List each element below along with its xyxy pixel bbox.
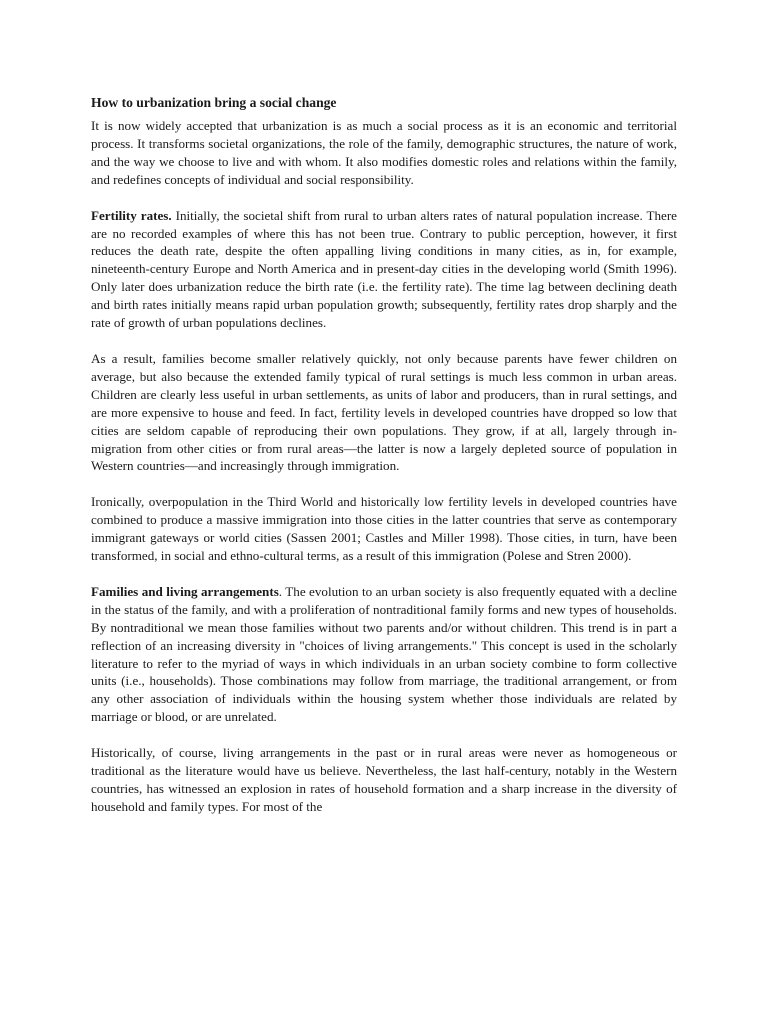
paragraph-text: Historically, of course, living arrangements in the past or in rural areas were never as homogeneous or traditional as the literature would have us believe. Nevertheless, the last half-century, notably in the Western countries, has witnessed an explosion in rates of household formation and a sharp increase in the diversity of household and family types. For most of the [91, 745, 677, 814]
document-page [91, 94, 677, 834]
document-title: How to urbanization bring a social change [91, 95, 337, 110]
paragraph-text: Ironically, overpopulation in the Third World and historically low fertility levels in developed countries have combined to produce a massive immigration into those cities in the latter countries that serve as contemporary immigrant gateways or world cities (Sassen 2001; Castles and Miller 1998). Those cities, in turn, have been transformed, in social and ethno-cultural terms, as a result of this immigration (Polese and Stren 2000). [91, 494, 677, 564]
paragraph-fertility-rates [91, 207, 677, 332]
paragraph-intro [91, 117, 677, 189]
paragraph-text: . The evolution to an urban society is also frequently equated with a decline in the status of the family, and with a proliferation of nontraditional family forms and new types of households. By nontraditional we mean those families without two parents and/or without children. This trend is in part a reflection of an increasing diversity in "choices of living arrangements." This concept is used in the scholarly literature to refer to the myriad of ways in which individuals in an urban society combine to form collective units (i.e., households). Those combinations may follow from marriage, the traditional arrangement, or from any other association of individuals within the housing system whether those individuals are related by marriage or blood, or are unrelated. [91, 583, 677, 725]
paragraph-lead-heading: Families and living arrangements [91, 583, 279, 599]
paragraph-immigration [91, 493, 677, 565]
paragraph-text: It is now widely accepted that urbanization is as much a social process as it is an economic and territorial process. It transforms societal organizations, the role of the family, demographic structures, the nature of work, and the way we choose to live and with whom. It also modifies domestic roles and relations within the family, and redefines concepts of individual and social responsibility. [91, 118, 677, 187]
paragraph-lead-heading: Fertility rates. [91, 207, 172, 223]
paragraph-text: Initially, the societal shift from rural to urban alters rates of natural population increase. There are no recorded examples of where this has not been true. Contrary to public perception, however, it first reduces the death rate, despite the often appalling living conditions in many cities, as in, for example, nineteenth-century Europe and North America and in present-day cities in the developing world (Smith 1996). Only later does urbanization reduce the birth rate (i.e. the fertility rate). The time lag between declining death and birth rates initially means rapid urban population growth; subsequently, fertility rates drop sharply and the rate of growth of urban populations declines. [91, 207, 677, 331]
paragraph-smaller-families [91, 350, 677, 475]
paragraph-text: As a result, families become smaller relatively quickly, not only because parents have fewer children on average, but also because the extended family typical of rural settings is much less common in urban areas. Children are clearly less useful in urban settlements, as units of labor and producers, than in rural settings, and are more expensive to house and feed. In fact, fertility levels in developed countries have dropped so low that cities are seldom capable of reproducing their own populations. They grow, if at all, largely through in-migration from other cities or from rural areas—the latter is now a largely depleted source of population in Western countries—and increasingly through immigration. [91, 350, 677, 474]
paragraph-families-living-arrangements [91, 583, 677, 726]
paragraph-historically [91, 744, 677, 816]
